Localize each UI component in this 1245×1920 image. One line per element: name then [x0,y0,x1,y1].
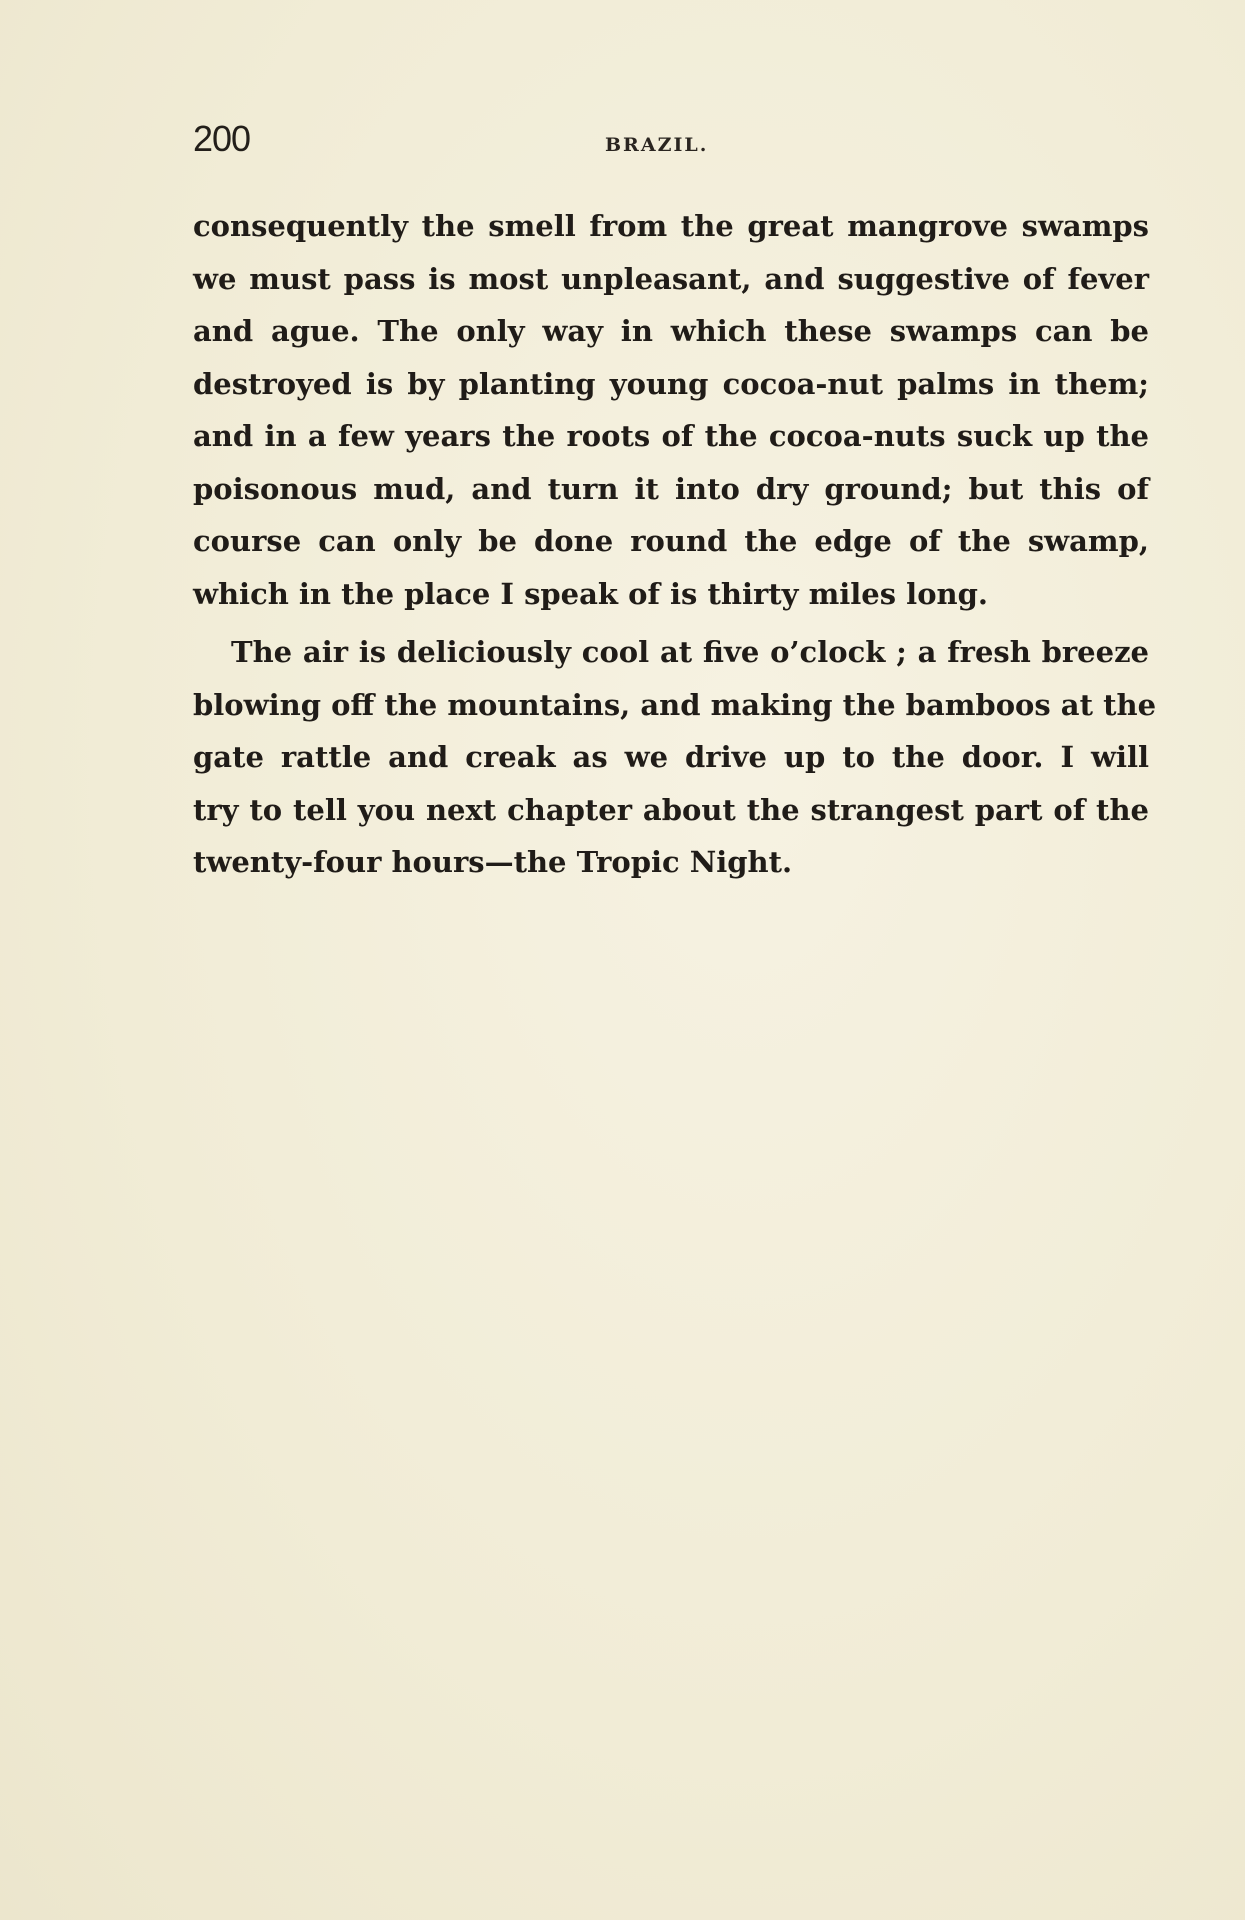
text-line: gate rattle and creak as we drive up to the door. I will [193,740,1149,774]
text-line: twenty-four hours—the Tropic Night. [193,845,793,879]
text-line: try to tell you next chapter about the strangest part of the [193,792,1149,827]
body-text [193,200,1157,889]
page-header [193,118,1149,168]
text-line: blowing off the mountains, and making the bamboos at the [193,687,1157,722]
text-line: and ague. The only way in which these swamps can be [193,314,1149,348]
page-number: 200 [193,118,251,159]
text-line: course can only be done round the edge of the swamp, [193,524,1149,558]
text-line: consequently the smell from the great mangrove swamps [193,209,1149,243]
running-head: BRAZIL. [605,134,709,156]
paragraph-2 [193,626,1157,889]
text-line: which in the place I speak of is thirty miles long. [193,576,988,611]
text-line: we must pass is most unpleasant, and suggestive of fever [193,261,1149,296]
text-line: destroyed is by planting young cocoa-nut palms in them; [193,366,1149,401]
text-line: and in a few years the roots of the cocoa-nuts suck up the [193,419,1149,453]
paragraph-1 [193,200,1149,620]
text-line: poisonous mud, and turn it into dry ground; but this of [193,471,1149,506]
text-line: The air is deliciously cool at five o’clock ; a fresh breeze [231,635,1149,669]
